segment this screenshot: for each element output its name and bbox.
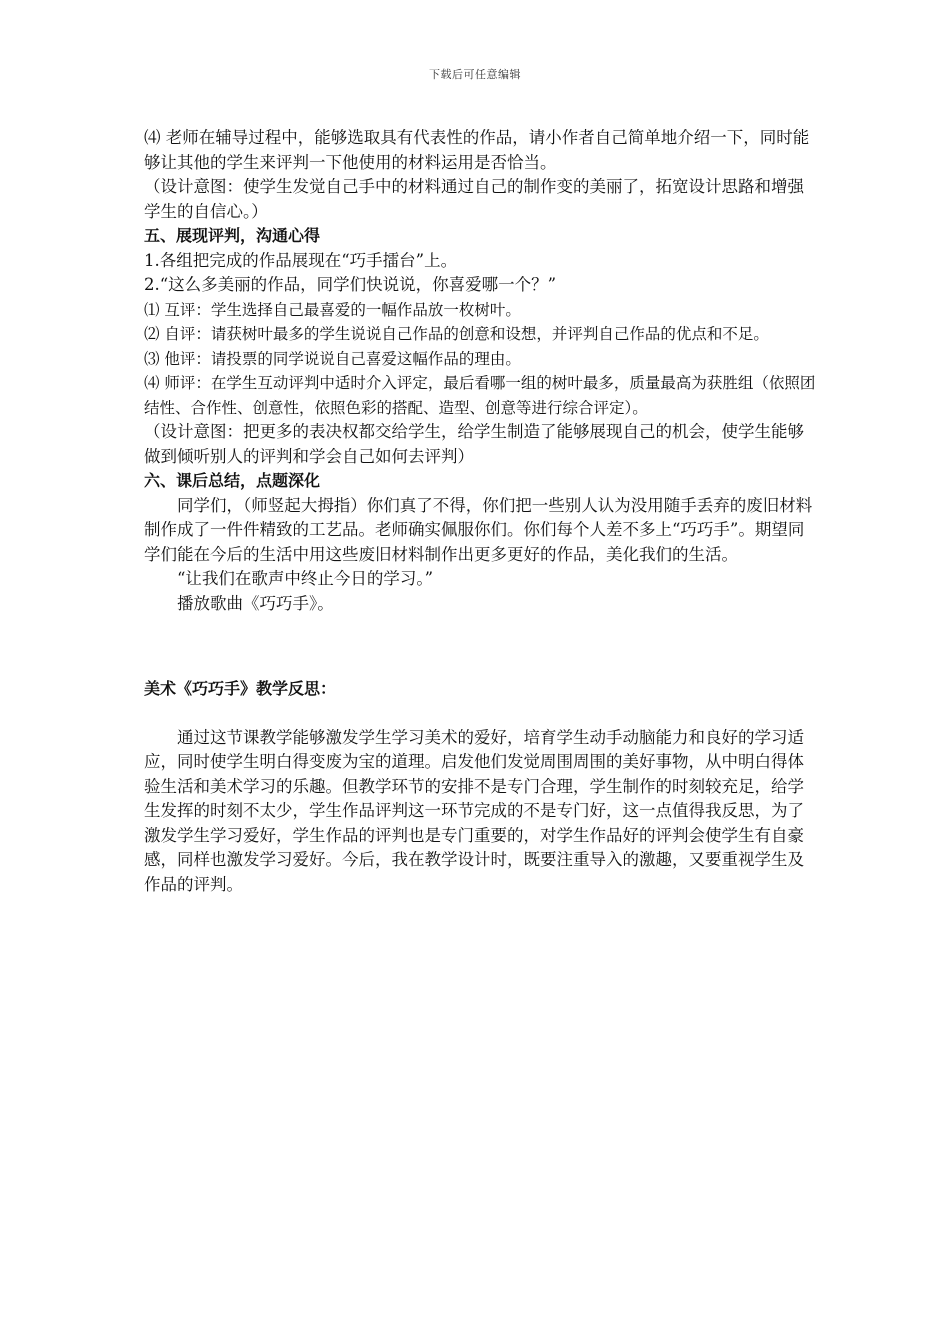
reflection-title: 美术《巧巧手》教学反思： xyxy=(144,679,337,698)
spacer xyxy=(144,702,816,726)
paragraph-summary: 同学们，（师竖起大拇指）你们真了不得，你们把一些别人认为没用随手丢弃的废旧材料制作成了一件件精致的工艺品。老师确实佩服你们。你们每个人差不多上“巧巧手”。期望同学们能在今后的生活中用这些废旧材料制作出更多更好的作品，美化我们的生活。 xyxy=(144,495,813,564)
paragraph-closing-quote: “让我们在歌声中终止今日的学习。” xyxy=(177,569,434,588)
spacer xyxy=(144,616,816,677)
paragraph-design-intent-2: （设计意图：把更多的表决权都交给学生，给学生制造了能够展现自己的机会，使学生能够做到倾听别人的评判和学会自己如何去评判） xyxy=(144,422,804,466)
paragraph-teacher-review: ⑷ 师评：在学生互动评判中适时介入评定，最后看哪一组的树叶最多，质量最高为获胜组（依照团结性、合作性、创意性，依照色彩的搭配、造型、创意等进行综合评定）。 xyxy=(144,374,816,417)
paragraph-design-intent-1: （设计意图：使学生发觉自己手中的材料通过自己的制作变的美丽了，拓宽设计思路和增强学生的自信心。） xyxy=(144,177,804,221)
paragraph-other-review: ⑶ 他评：请投票的同学说说自己喜爱这幅作品的理由。 xyxy=(144,349,521,368)
paragraph-step-1: 1.各组把完成的作品展现在“巧手擂台”上。 xyxy=(144,250,458,270)
paragraph-play-song: 播放歌曲《巧巧手》。 xyxy=(177,593,334,613)
page-header: 下载后可任意编辑 xyxy=(429,68,521,81)
paragraph-step-2: 2.“这么多美丽的作品，同学们快说说，你喜爱哪一个？” xyxy=(144,275,557,294)
section-heading-5: 五、展现评判，沟通心得 xyxy=(144,226,321,245)
paragraph-self-review: ⑵ 自评：请获树叶最多的学生说说自己作品的创意和设想，并评判自己作品的优点和不足。 xyxy=(144,325,769,343)
paragraph-peer-review: ⑴ 互评：学生选择自己最喜爱的一幅作品放一枚树叶。 xyxy=(144,300,521,319)
document-body xyxy=(144,126,816,897)
paragraph-teacher-guidance: ⑷ 老师在辅导过程中，能够选取具有代表性的作品，请小作者自己简单地介绍一下，同时能够让其他的学生来评判一下他使用的材料运用是否恰当。 xyxy=(144,128,810,172)
section-heading-6: 六、课后总结，点题深化 xyxy=(144,471,321,490)
reflection-paragraph: 通过这节课教学能够激发学生学习美术的爱好，培育学生动手动脑能力和良好的学习适应，同时使学生明白得变废为宝的道理。启发他们发觉周围周围的美好事物，从中明白得体验生活和美术学习的乐趣。但教学环节的安排不是专门合理，学生制作的时刻较充足，给学生发挥的时刻不太少，学生作品评判这一环节完成的不是专门好，这一点值得我反思，为了激发学生学习爱好，学生作品的评判也是专门重要的，对学生作品好的评判会使学生有自豪感，同样也激发学习爱好。今后，我在教学设计时，既要注重导入的激趣，又要重视学生及作品的评判。 xyxy=(144,727,804,894)
